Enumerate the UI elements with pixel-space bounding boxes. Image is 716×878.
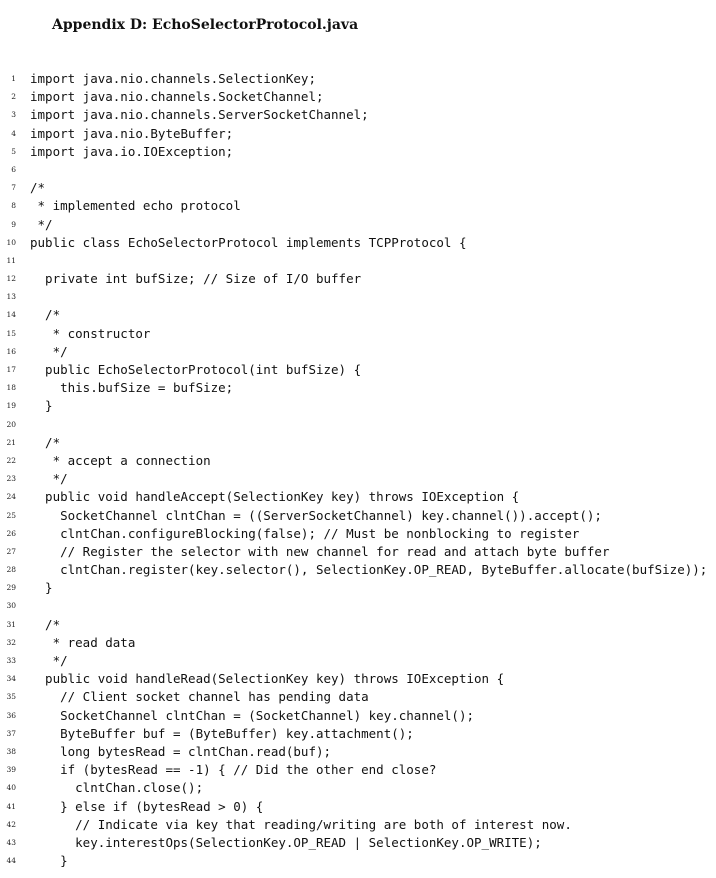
code-line: [0, 361, 716, 379]
code-line: [0, 197, 716, 215]
code-line: [0, 434, 716, 452]
line-number: 35: [6, 692, 16, 702]
code-line: [0, 452, 716, 470]
line-number: 28: [6, 565, 16, 575]
code-line: [0, 179, 716, 197]
code-text: }: [30, 398, 53, 414]
code-text: // Indicate via key that reading/writing are both of interest now.: [30, 816, 572, 832]
line-number: 6: [11, 164, 16, 174]
code-text: */: [30, 343, 68, 359]
code-text: long bytesRead = clntChan.read(buf);: [30, 743, 332, 759]
code-text: public void handleRead(SelectionKey key) throws IOException {: [30, 671, 505, 687]
code-line: [0, 143, 716, 161]
code-line: [0, 252, 716, 270]
code-line: [0, 634, 716, 652]
code-text: this.bufSize = bufSize;: [30, 380, 234, 396]
code-text: clntChan.register(key.selector(), SelectionKey.OP_READ, ByteBuffer.allocate(bufSize));: [30, 562, 708, 578]
code-line: [0, 470, 716, 488]
code-line: [0, 616, 716, 634]
code-line: [0, 816, 716, 834]
code-text: /*: [30, 307, 61, 323]
line-number: 8: [11, 201, 16, 211]
line-number: 42: [6, 819, 16, 829]
code-line: [0, 488, 716, 506]
line-number: 15: [6, 328, 16, 338]
line-number: 41: [6, 801, 16, 811]
line-number: 39: [6, 765, 16, 775]
code-line: [0, 416, 716, 434]
code-line: [0, 379, 716, 397]
line-number: 32: [6, 637, 16, 647]
code-line: [0, 343, 716, 361]
line-number: 4: [11, 128, 16, 138]
code-text: * implemented echo protocol: [30, 198, 241, 214]
code-text: if (bytesRead == -1) { // Did the other end close?: [30, 762, 437, 778]
code-text: SocketChannel clntChan = ((ServerSocketChannel) key.channel()).accept();: [30, 507, 602, 523]
code-text: */: [30, 653, 68, 668]
code-text: * read data: [30, 634, 136, 650]
code-line: [0, 270, 716, 288]
code-text: public class EchoSelectorProtocol implements TCPProtocol {: [30, 234, 467, 250]
line-number: 9: [11, 219, 16, 229]
code-text: // Client socket channel has pending data: [30, 689, 369, 705]
code-text: * constructor: [30, 325, 151, 341]
line-number: 5: [11, 146, 16, 156]
code-text: */: [30, 471, 68, 487]
code-line: [0, 707, 716, 725]
code-line: [0, 543, 716, 561]
line-number: 7: [11, 183, 16, 193]
line-number: 36: [6, 710, 16, 720]
line-number: 27: [6, 546, 16, 556]
code-text: }: [30, 853, 68, 869]
line-number: 13: [6, 292, 16, 302]
line-number: 11: [6, 255, 16, 265]
code-line: [0, 234, 716, 252]
code-line: [0, 216, 716, 234]
line-number: 1: [11, 74, 16, 83]
code-listing: [0, 70, 716, 870]
line-number: 10: [6, 237, 16, 247]
code-line: [0, 779, 716, 797]
line-number: 16: [6, 346, 16, 356]
code-line: [0, 761, 716, 779]
line-number: 30: [6, 601, 16, 611]
line-number: 12: [6, 274, 16, 284]
code-line: [0, 597, 716, 615]
code-text: import java.nio.channels.SelectionKey;: [30, 71, 316, 86]
code-text: import java.nio.ByteBuffer;: [30, 125, 234, 141]
code-line: [0, 125, 716, 143]
code-line: [0, 70, 716, 88]
line-number: 38: [6, 746, 16, 756]
line-number: 3: [11, 110, 16, 120]
line-number: 43: [6, 837, 16, 847]
code-text: public EchoSelectorProtocol(int bufSize) {: [30, 362, 362, 377]
code-text: import java.io.IOException;: [30, 143, 234, 159]
code-line: [0, 670, 716, 688]
line-number: 14: [6, 310, 16, 320]
code-line: [0, 725, 716, 743]
code-text: public void handleAccept(SelectionKey key) throws IOException {: [30, 489, 520, 505]
line-number: 20: [6, 419, 16, 429]
code-line: [0, 561, 716, 579]
code-text: private int bufSize; // Size of I/O buffer: [30, 271, 362, 287]
line-number: 19: [6, 401, 16, 411]
line-number: 21: [6, 437, 16, 447]
line-number: 22: [6, 455, 16, 465]
appendix-heading: Appendix D: EchoSelectorProtocol.java: [52, 17, 359, 33]
line-number: 29: [6, 583, 16, 593]
code-line: [0, 834, 716, 852]
code-line: [0, 652, 716, 670]
code-text: } else if (bytesRead > 0) {: [30, 798, 264, 814]
code-line: [0, 106, 716, 124]
line-number: 34: [6, 674, 16, 684]
code-text: key.interestOps(SelectionKey.OP_READ | SelectionKey.OP_WRITE);: [30, 834, 542, 850]
line-number: 31: [6, 619, 16, 629]
code-text: clntChan.close();: [30, 780, 204, 796]
line-number: 2: [11, 92, 16, 102]
code-text: ByteBuffer buf = (ByteBuffer) key.attachment();: [30, 725, 414, 741]
code-text: /*: [30, 434, 61, 450]
line-number: 24: [6, 492, 16, 502]
line-number: 37: [6, 728, 16, 738]
code-line: [0, 507, 716, 525]
code-text: import java.nio.channels.SocketChannel;: [30, 89, 324, 105]
code-line: [0, 525, 716, 543]
line-number: 33: [6, 656, 16, 665]
code-line: [0, 88, 716, 106]
code-text: }: [30, 580, 53, 596]
line-number: 18: [6, 383, 16, 393]
code-text: import java.nio.channels.ServerSocketChannel;: [30, 107, 369, 123]
line-number: 17: [6, 365, 16, 374]
code-line: [0, 579, 716, 597]
line-number: 40: [6, 783, 16, 793]
code-text: SocketChannel clntChan = (SocketChannel) key.channel();: [30, 707, 475, 723]
code-line: [0, 325, 716, 343]
line-number: 44: [6, 856, 16, 866]
line-number: 25: [6, 510, 16, 520]
code-text: /*: [30, 616, 61, 632]
code-text: * accept a connection: [30, 452, 211, 468]
code-line: [0, 743, 716, 761]
code-text: /*: [30, 180, 46, 196]
code-line: [0, 688, 716, 706]
line-number: 23: [6, 474, 16, 484]
line-number: 26: [6, 528, 16, 538]
code-line: [0, 397, 716, 415]
code-line: [0, 852, 716, 870]
code-text: // Register the selector with new channel for read and attach byte buffer: [30, 543, 610, 559]
code-line: [0, 161, 716, 179]
code-text: */: [30, 216, 53, 232]
code-line: [0, 288, 716, 306]
code-line: [0, 306, 716, 324]
code-text: clntChan.configureBlocking(false); // Must be nonblocking to register: [30, 525, 580, 541]
code-line: [0, 798, 716, 816]
